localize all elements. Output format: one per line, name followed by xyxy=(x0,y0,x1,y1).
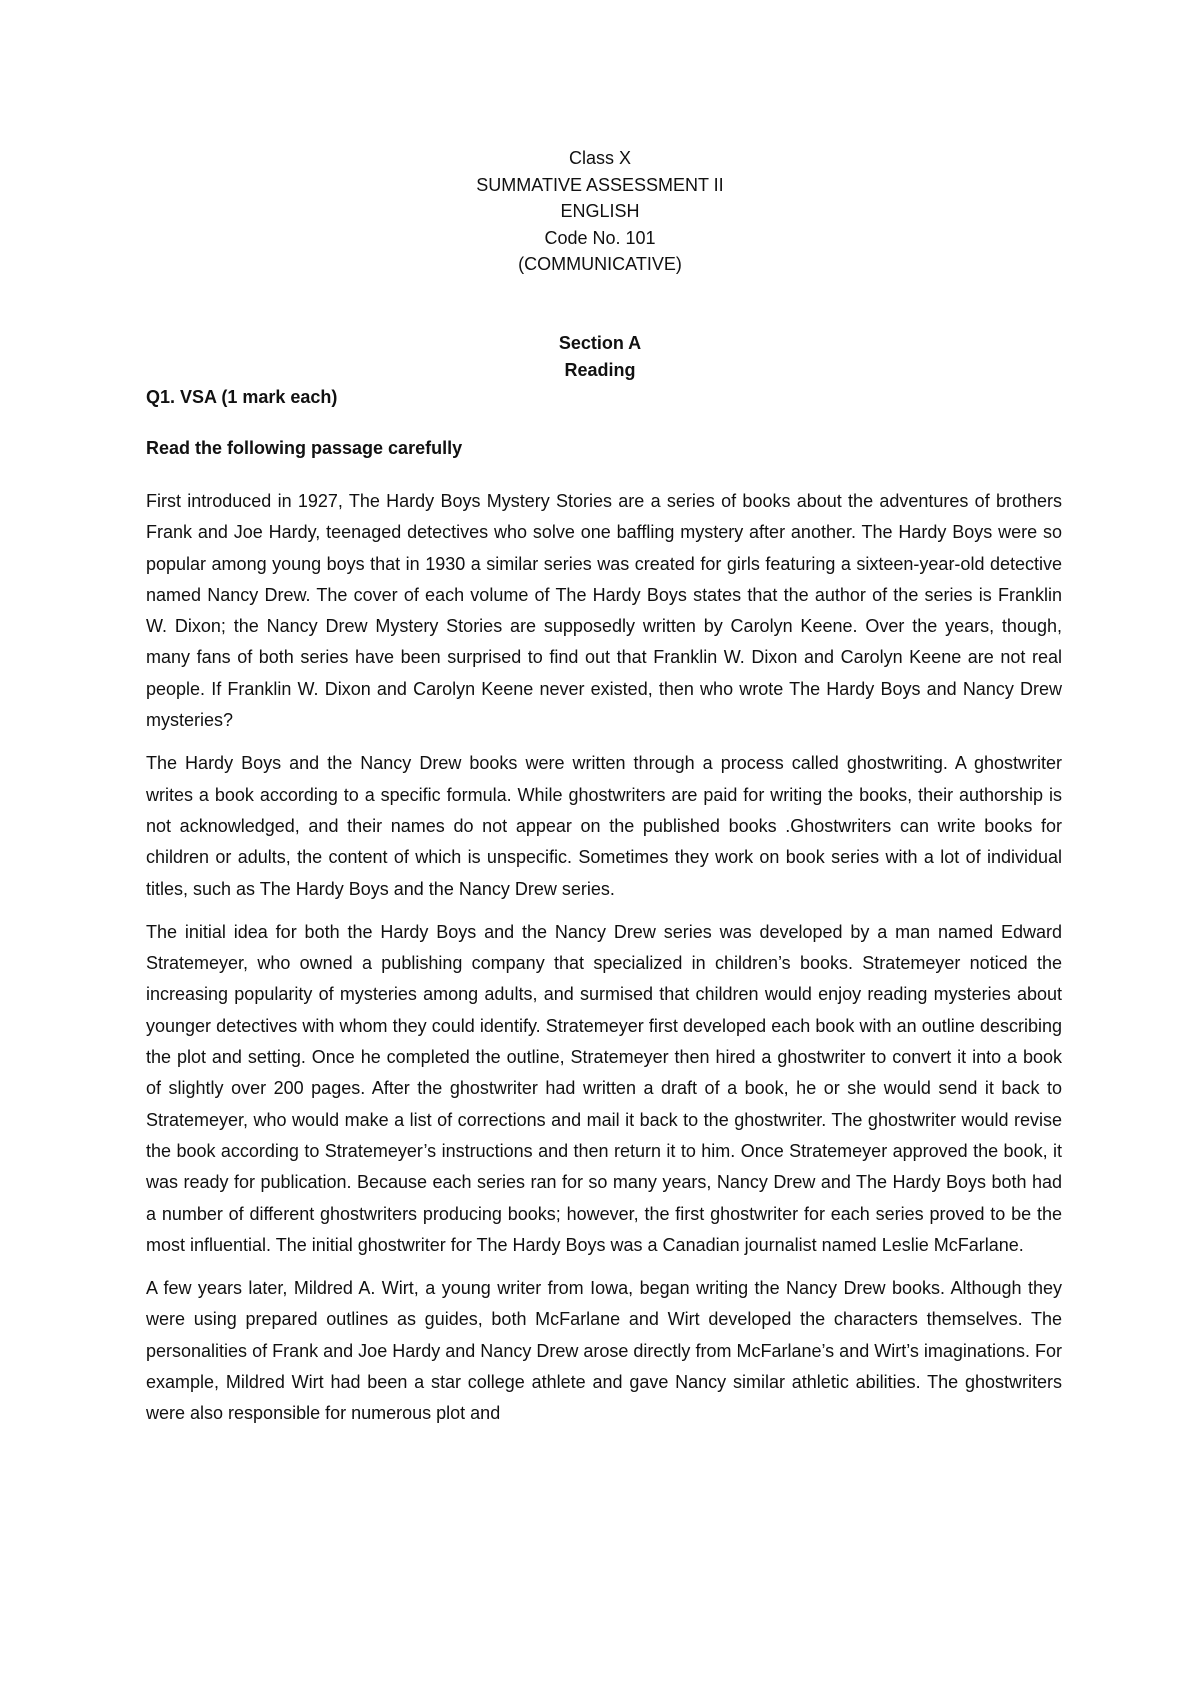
section-title: Reading xyxy=(564,360,636,380)
section-heading xyxy=(0,330,1200,384)
passage-paragraph-1: First introduced in 1927, The Hardy Boys Mystery Stories are a series of books about the adventures of brothers Frank and Joe Hardy, teenaged detectives who solve one baffling mystery after another. The Hardy Boys were so popular among young boys that in 1930 a similar series was created for girls featuring a sixteen-year-old detective named Nancy Drew. The cover of each volume of The Hardy Boys states that the author of the series is Franklin W. Dixon; the Nancy Drew Mystery Stories are supposedly written by Carolyn Keene. Over the years, though, many fans of both series have been surprised to find out that Franklin W. Dixon and Carolyn Keene are not real people. If Franklin W. Dixon and Carolyn Keene never existed, then who wrote The Hardy Boys and Nancy Drew mysteries? xyxy=(146,491,1062,731)
question-instruction: Read the following passage carefully xyxy=(146,438,463,458)
assessment-title: SUMMATIVE ASSESSMENT II xyxy=(476,174,724,195)
class-label: Class X xyxy=(568,148,631,168)
question-label: Q1. VSA (1 mark each) xyxy=(146,387,338,407)
passage-paragraph-4: A few years later, Mildred A. Wirt, a young writer from Iowa, began writing the Nancy Drew books. Although they were using prepared outlines as guides, both McFarlane and Wirt developed the characters themselves. The personalities of Frank and Joe Hardy and Nancy Drew arose directly from McFarlane’s and Wirt’s imaginations. For example, Mildred Wirt had been a star college athlete and gave Nancy similar athletic abilities. The ghostwriters were also responsible for numerous plot and xyxy=(146,1278,1062,1424)
subject-title: ENGLISH xyxy=(560,201,640,221)
document-header xyxy=(0,145,1200,278)
reading-passage xyxy=(146,486,1062,1442)
paper-type: (COMMUNICATIVE) xyxy=(518,254,682,274)
section-name: Section A xyxy=(558,333,642,353)
code-number: Code No. 101 xyxy=(544,227,656,248)
passage-paragraph-3: The initial idea for both the Hardy Boys and the Nancy Drew series was developed by a man named Edward Stratemeyer, who owned a publishing company that specialized in children’s books. Stratemeyer noticed the increasing popularity of mysteries among adults, and surmised that children would enjoy reading mysteries about younger detectives with whom they could identify. Stratemeyer first developed each book with an outline describing the plot and setting. Once he completed the outline, Stratemeyer then hired a ghostwriter to convert it into a book of slightly over 200 pages. After the ghostwriter had written a draft of a book, he or she would send it back to Stratemeyer, who would make a list of corrections and mail it back to the ghostwriter. The ghostwriter would revise the book according to Stratemeyer’s instructions and then return it to him. Once Stratemeyer approved the book, it was ready for publication. Because each series ran for so many years, Nancy Drew and The Hardy Boys both had a number of different ghostwriters producing books; however, the first ghostwriter for each series proved to be the most influential. The initial ghostwriter for The Hardy Boys was a Canadian journalist named Leslie McFarlane. xyxy=(146,921,1062,1255)
passage-paragraph-2: The Hardy Boys and the Nancy Drew books were written through a process called ghostwriting. A ghostwriter writes a book according to a specific formula. While ghostwriters are paid for writing the books, their authorship is not acknowledged, and their names do not appear on the published books .Ghostwriters can write books for children or adults, the content of which is unspecific. Sometimes they work on book series with a lot of individual titles, such as The Hardy Boys and the Nancy Drew series. xyxy=(146,753,1062,899)
